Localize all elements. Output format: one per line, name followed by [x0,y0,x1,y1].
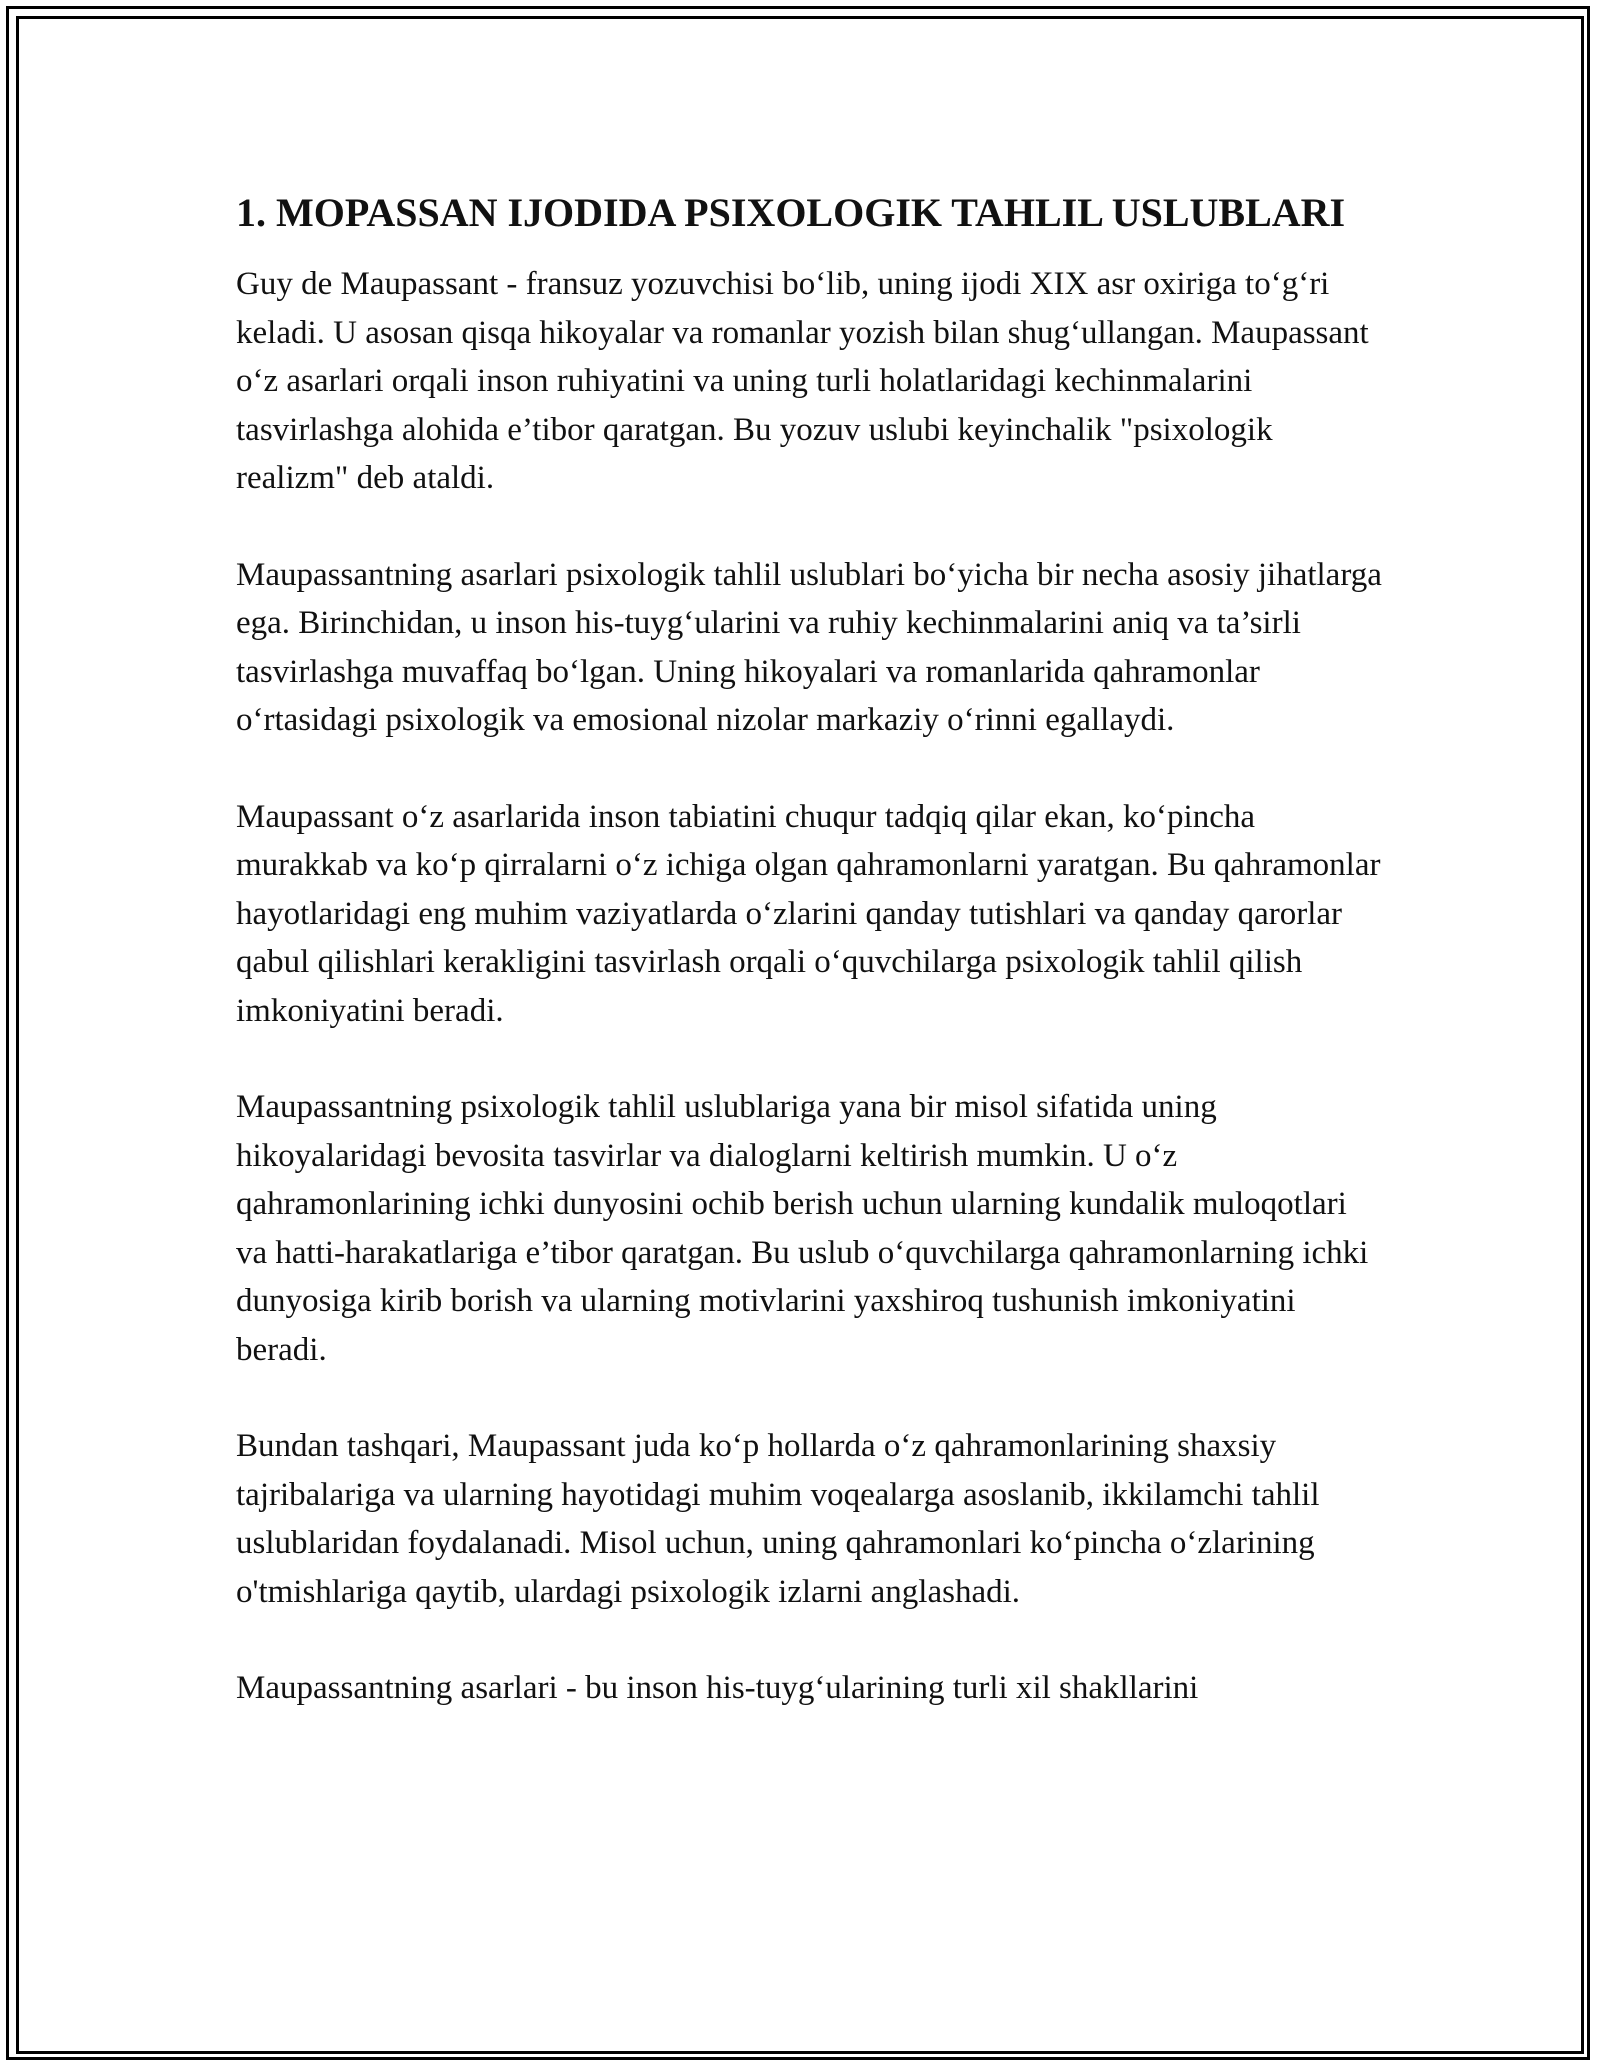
paragraph-6: Maupassantning asarlari - bu inson his-tuyg‘ularining turli xil shakllarini [236,1670,1199,1706]
paragraph-1: Guy de Maupassant - fransuz yozuvchisi bo‘lib, uning ijodi XIX asr oxiriga to‘g‘ri keladi. U asosan qisqa hikoyalar va romanlar yozish bilan shug‘ullangan. Maupassant o‘z asarlari orqali inson ruhiyatini va uning turli holatlaridagi kechinmalarini tasvirlashga alohida e’tibor qaratgan. Bu yozuv uslubi keyinchalik "psixologik realizm" deb ataldi. [236,266,1369,496]
paragraph-3: Maupassant o‘z asarlarida inson tabiatini chuqur tadqiq qilar ekan, ko‘pincha murakkab va ko‘p qirralarni o‘z ichiga olgan qahramonlarni yaratgan. Bu qahramonlar hayotlaridagi eng muhim vaziyatlarda o‘zlarini qanday tutishlari va qanday qarorlar qabul qilishlari kerakligini tasvirlash orqali o‘quvchilarga psixologik tahlil qilish imkoniyatini beradi. [236,798,1381,1029]
paragraph-5: Bundan tashqari, Maupassant juda ko‘p hollarda o‘z qahramonlarining shaxsiy tajribalariga va ularning hayotidagi muhim voqealarga asoslanib, ikkilamchi tahlil uslublaridan foydalanadi. Misol uchun, uning qahramonlari ko‘pincha o‘zlarining o'tmishlariga qaytib, ulardagi psixologik izlarni anglashadi. [236,1428,1320,1610]
document-body [236,186,1386,1713]
paragraph-2: Maupassantning asarlari psixologik tahlil uslublari bo‘yicha bir necha asosiy jihatlarga ega. Birinchidan, u inson his-tuyg‘ularini va ruhiy kechinmalarini aniq va ta’sirli tasvirlashga muvaffaq bo‘lgan. Uning hikoyalari va romanlarida qahramonlar o‘rtasidagi psixologik va emosional nizolar markaziy o‘rinni egallaydi. [236,556,1382,738]
paragraph-4: Maupassantning psixologik tahlil uslublariga yana bir misol sifatida uning hikoyalaridagi bevosita tasvirlar va dialoglarni keltirish mumkin. U o‘z qahramonlarining ichki dunyosini ochib berish uchun ularning kundalik muloqotlari va hatti-harakatlariga e’tibor qaratgan. Bu uslub o‘quvchilarga qahramonlarning ichki dunyosiga kirib borish va ularning motivlarini yaxshiroq tushunish imkoniyatini beradi. [236,1089,1369,1368]
section-heading: 1. MOPASSAN IJODIDA PSIXOLOGIK TAHLIL USLUBLARI [236,190,1346,235]
